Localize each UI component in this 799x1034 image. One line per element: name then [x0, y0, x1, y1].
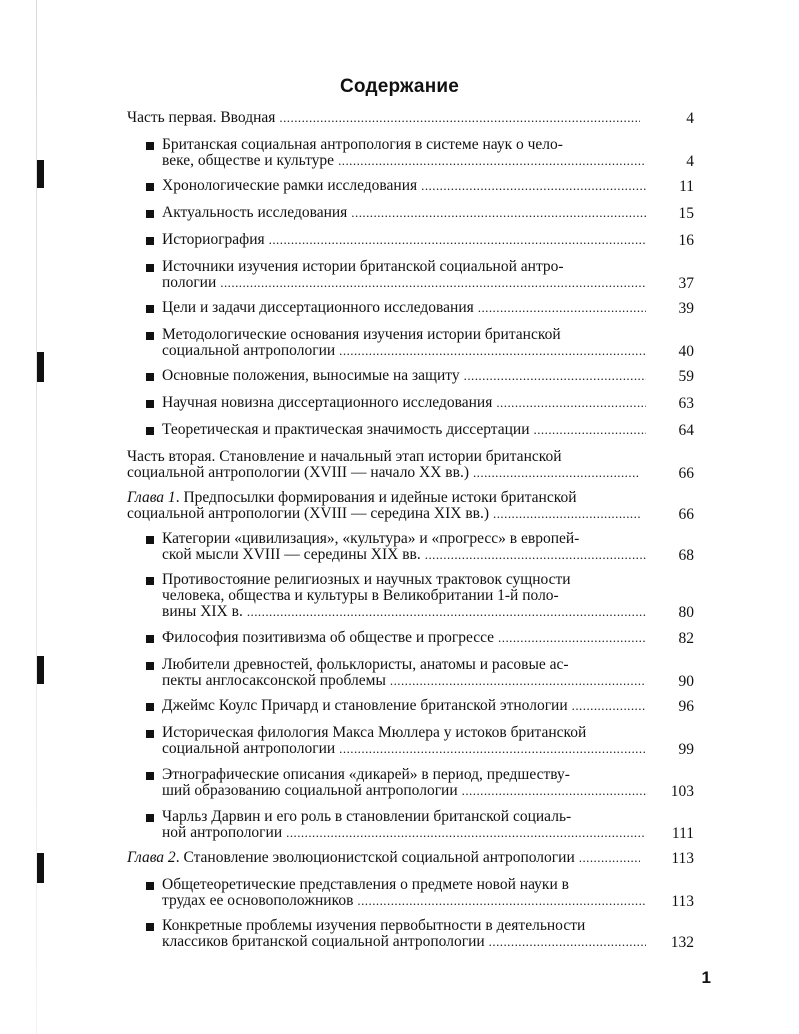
toc-entry-line [162, 604, 646, 620]
toc-entry-text [127, 850, 640, 866]
scan-mark [37, 656, 44, 684]
toc-entry-line [162, 893, 646, 909]
toc-entry-line-text [162, 275, 216, 291]
toc-entry-text [162, 232, 646, 248]
toc-line-content: Источники изучения истории британской социальной антро- [162, 259, 564, 275]
toc-entry-line [162, 783, 646, 799]
dot-leader [478, 300, 646, 316]
toc-entry-text [127, 449, 640, 481]
dot-leader [247, 604, 646, 620]
toc-entry-text [162, 572, 646, 620]
bullet-icon [146, 635, 154, 643]
toc-entry-line [162, 368, 646, 384]
bullet-icon [146, 237, 154, 245]
toc-line-content: Категории «цивилизация», «культура» и «прогресс» в европей- [162, 531, 580, 547]
toc-line-content: социальной антропологии [162, 343, 336, 359]
toc-page-number: 16 [678, 232, 694, 249]
toc-page-number: 4 [686, 110, 694, 127]
toc-page-number: 113 [671, 850, 694, 867]
dot-leader [489, 934, 646, 950]
toc-page-number: 15 [678, 205, 694, 222]
toc-line-content: ской мысли XVIII — середины XIX вв. [162, 547, 421, 563]
toc-entry-line [162, 343, 646, 359]
toc-line-content: человека, общества и культуры в Великобритании 1-й поло- [162, 588, 559, 604]
toc-line-content: веке, обществе и культуре [162, 153, 335, 169]
dot-leader [496, 395, 646, 411]
toc-page-number: 68 [678, 547, 694, 564]
toc-line-content: Противостояние религиозных и научных трактовок сущности [162, 572, 571, 588]
toc-entry-text [162, 809, 646, 841]
dot-leader [462, 783, 646, 799]
toc-entry-text [127, 490, 640, 522]
toc-entry-line-text [162, 825, 282, 841]
toc-entry-text [162, 259, 646, 291]
dot-leader [425, 547, 646, 563]
toc-entry-line-text [162, 767, 570, 783]
toc-entry-line-text [162, 893, 353, 909]
dot-leader [338, 153, 646, 169]
toc-line-content: Чарльз Дарвин и его роль в становлении британской социаль- [162, 809, 572, 825]
toc-page-number: 37 [678, 275, 694, 292]
bullet-icon [146, 210, 154, 218]
toc-entry-line-text [162, 153, 334, 169]
scan-mark [37, 160, 44, 188]
toc-entry-line [162, 825, 646, 841]
toc-line-content: Цели и задачи диссертационного исследования [162, 300, 474, 316]
toc-entry-text [162, 327, 646, 359]
toc-entry-text [162, 205, 646, 221]
dot-leader [351, 205, 646, 221]
toc-entry-line-text [162, 300, 474, 316]
toc-entry-text [127, 110, 640, 126]
toc-line-content: Общетеоретические представления о предмете новой науки в [162, 877, 569, 893]
bullet-icon [146, 662, 154, 670]
toc-line-content: пекты англосаксонской проблемы [162, 673, 386, 689]
toc-entry [127, 490, 640, 522]
toc-entry-text [162, 657, 646, 689]
toc-line-content: Актуальность исследования [162, 205, 348, 221]
toc-page-number: 132 [670, 934, 694, 951]
bullet-icon [146, 264, 154, 272]
toc-page-number: 103 [670, 783, 694, 800]
toc-entry-line [162, 572, 646, 588]
toc-entry-line [162, 934, 646, 950]
toc-entry-line [162, 205, 646, 221]
toc-entry-line-text [127, 490, 577, 506]
toc-line-content: ший образованию социальной антропологии [162, 783, 458, 799]
toc-entry-line [162, 588, 646, 604]
bullet-icon [146, 923, 154, 931]
dot-leader [534, 422, 646, 438]
toc-entry [127, 850, 640, 866]
toc-entry-line-text [162, 934, 485, 950]
toc-entry-line [162, 178, 646, 194]
toc-entry [162, 178, 646, 194]
toc-entry-line-text [162, 877, 569, 893]
toc-line-content: социальной антропологии (XVIII — начало XX вв.) [127, 465, 469, 481]
toc-entry [162, 327, 646, 359]
toc-line-content: Философия позитивизма об обществе и прогрессе [162, 630, 495, 646]
toc-entry-line-text [162, 809, 571, 825]
toc-entry-line [162, 395, 646, 411]
toc-line-content: вины XIX в. [162, 604, 243, 620]
dot-leader [339, 343, 646, 359]
toc-entry-text [162, 531, 646, 563]
toc-entry-line [162, 153, 646, 169]
toc-line-content: Историография [162, 232, 265, 248]
toc-page-number: 80 [678, 604, 694, 621]
toc-entry-text [162, 698, 646, 714]
bullet-icon [146, 332, 154, 340]
toc-entry-line [162, 657, 646, 673]
toc-entry-text [162, 918, 646, 950]
dot-leader [220, 275, 646, 291]
toc-entry-line-text [127, 465, 469, 481]
toc-entry [162, 657, 646, 689]
toc-line-content: пологии [162, 275, 217, 291]
toc-entry-line [162, 422, 646, 438]
toc-entry-line-text [127, 850, 575, 866]
toc-entry-line [127, 110, 640, 126]
toc-entry [162, 767, 646, 799]
scan-mark [37, 352, 44, 382]
toc-line-content: Часть вторая. Становление и начальный этап истории британской [127, 449, 562, 465]
dot-leader [357, 893, 646, 909]
toc-entry-line-text [127, 449, 562, 465]
dot-leader [279, 110, 640, 126]
toc-entry-line-text [162, 918, 585, 934]
chapter-prefix: Глава 1 [127, 490, 176, 506]
toc-entry-line-text [162, 422, 530, 438]
toc-entry-line-text [162, 232, 265, 248]
toc-entry-text [162, 300, 646, 316]
toc-line-content: Методологические основания изучения истории британской [162, 327, 561, 343]
toc-entry [162, 725, 646, 757]
bullet-icon [146, 814, 154, 822]
toc-entry-text [162, 422, 646, 438]
toc-entry-line [127, 850, 640, 866]
toc-line-content: Хронологические рамки исследования [162, 178, 418, 194]
toc-page-number: 66 [678, 465, 694, 482]
toc-entry-line [162, 547, 646, 563]
toc-entry-line-text [127, 110, 275, 126]
toc-entry-line-text [162, 547, 421, 563]
toc-entry-line [162, 232, 646, 248]
toc-entry-line [127, 490, 640, 506]
toc-entry-line-text [162, 368, 460, 384]
toc-entry-text [162, 178, 646, 194]
toc-entry-text [162, 725, 646, 757]
toc-entry-line-text [162, 673, 386, 689]
bullet-icon [146, 577, 154, 585]
dot-leader [339, 741, 646, 757]
toc-entry [162, 137, 646, 169]
toc-entry-line [162, 531, 646, 547]
toc-entry-line-text [162, 698, 568, 714]
toc-entry-line [162, 809, 646, 825]
dot-leader [579, 850, 640, 866]
toc-entry [162, 531, 646, 563]
toc-entry-line [162, 327, 646, 343]
toc-page-number: 59 [678, 368, 694, 385]
toc-line-content: Любители древностей, фольклористы, анатомы и расовые ас- [162, 657, 569, 673]
bullet-icon [146, 427, 154, 435]
toc-entry-line-text [127, 506, 489, 522]
toc-page-number: 39 [678, 300, 694, 317]
toc-page-number: 99 [678, 741, 694, 758]
toc-entry-line [162, 137, 646, 153]
dot-leader [269, 232, 646, 248]
bullet-icon [146, 305, 154, 313]
toc-entry-line [162, 673, 646, 689]
toc-entry-line-text [162, 327, 561, 343]
toc-entry-line-text [162, 178, 417, 194]
toc-entry [162, 809, 646, 841]
bullet-icon [146, 730, 154, 738]
dot-leader [493, 506, 640, 522]
toc-entry-line-text [162, 572, 571, 588]
toc-entry [162, 232, 646, 248]
toc-entry-line-text [162, 137, 563, 153]
toc-entry-line-text [162, 588, 559, 604]
toc-entry-text [162, 395, 646, 411]
toc-page-number: 90 [678, 673, 694, 690]
toc-entry-line-text [162, 531, 579, 547]
toc-entry-line-text [162, 395, 492, 411]
toc-line-content: Теоретическая и практическая значимость диссертации [162, 422, 530, 438]
toc-line-content: . Предпосылки формирования и идейные истоки британской [175, 490, 577, 506]
toc-entry-line-text [162, 630, 494, 646]
dot-leader [464, 368, 646, 384]
toc-page-number: 40 [678, 343, 694, 360]
toc-entry [162, 368, 646, 384]
toc-entry-text [162, 877, 646, 909]
toc-entry [162, 422, 646, 438]
toc-entry-line [162, 741, 646, 757]
toc-page-number: 96 [678, 698, 694, 715]
toc-line-content: . Становление эволюционистской социальной антропологии [175, 850, 575, 866]
toc-entry-line [162, 259, 646, 275]
toc-entry [162, 205, 646, 221]
toc-page-number: 63 [678, 395, 694, 412]
toc-line-content: Этнографические описания «дикарей» в период, предшеству- [162, 767, 570, 783]
toc-entry [162, 918, 646, 950]
toc-line-content: Часть первая. Вводная [127, 110, 276, 126]
footer-page-number: 1 [701, 968, 711, 987]
toc-line-content: социальной антропологии [162, 741, 336, 757]
toc-entry-text [162, 630, 646, 646]
bullet-icon [146, 772, 154, 780]
toc-line-content: Джеймс Коулс Причард и становление британской этнологии [162, 698, 568, 714]
toc-entry [162, 572, 646, 620]
toc-entry-line-text [162, 259, 564, 275]
toc-line-content: классиков британской социальной антропологии [162, 934, 485, 950]
toc-page-number: 4 [686, 153, 694, 170]
toc-entry-text [162, 767, 646, 799]
toc-page-number: 64 [678, 422, 694, 439]
toc-line-content: социальной антропологии (XVIII — середина XIX вв.) [127, 506, 490, 522]
toc-entry-line [162, 725, 646, 741]
toc-page-number: 111 [671, 825, 694, 842]
toc-entry-line-text [162, 783, 458, 799]
toc-entry [127, 449, 640, 481]
toc-entry-line [162, 300, 646, 316]
toc-entry-text [162, 137, 646, 169]
toc-entry [162, 395, 646, 411]
bullet-icon [146, 536, 154, 544]
toc-entry-line [162, 630, 646, 646]
toc-entry-line [127, 465, 640, 481]
toc-line-content: ной антропологии [162, 825, 283, 841]
toc-entry [162, 877, 646, 909]
toc-entry-line-text [162, 657, 569, 673]
toc-line-content: Историческая филология Макса Мюллера у истоков британской [162, 725, 587, 741]
toc-entry-line [127, 449, 640, 465]
toc-line-content: Научная новизна диссертационного исследования [162, 395, 493, 411]
toc-entry [162, 630, 646, 646]
bullet-icon [146, 703, 154, 711]
toc-entry-line [162, 877, 646, 893]
scan-mark [37, 853, 44, 883]
bullet-icon [146, 400, 154, 408]
toc-entry [162, 698, 646, 714]
toc-entry-line [162, 918, 646, 934]
toc-entry-line-text [162, 604, 243, 620]
toc-entry [127, 110, 640, 126]
bullet-icon [146, 142, 154, 150]
toc-entry-line [162, 275, 646, 291]
toc-entry [162, 300, 646, 316]
page-title: Содержание [339, 76, 460, 97]
toc-line-content: трудах ее основоположников [162, 893, 354, 909]
toc-line-content: Британская социальная антропология в системе наук о чело- [162, 137, 563, 153]
bullet-icon [146, 373, 154, 381]
toc-line-content: Основные положения, выносимые на защиту [162, 368, 460, 384]
toc-page-number: 82 [678, 630, 694, 647]
toc-entry-line-text [162, 343, 335, 359]
toc-page-number: 11 [679, 178, 694, 195]
toc-entry-line [127, 506, 640, 522]
toc-entry-line [162, 767, 646, 783]
toc-entry-line-text [162, 205, 347, 221]
dot-leader [421, 178, 646, 194]
chapter-prefix: Глава 2 [127, 850, 176, 866]
dot-leader [390, 673, 646, 689]
toc-entry-line-text [162, 725, 586, 741]
toc-entry-line-text [162, 741, 335, 757]
toc-page-number: 66 [678, 506, 694, 523]
dot-leader [473, 465, 640, 481]
toc-line-content: Конкретные проблемы изучения первобытности в деятельности [162, 918, 586, 934]
toc-page-number: 113 [671, 893, 694, 910]
bullet-icon [146, 882, 154, 890]
toc-entry-text [162, 368, 646, 384]
toc-entry-line [162, 698, 646, 714]
dot-leader [286, 825, 646, 841]
toc-entry [162, 259, 646, 291]
bullet-icon [146, 183, 154, 191]
dot-leader [498, 630, 646, 646]
